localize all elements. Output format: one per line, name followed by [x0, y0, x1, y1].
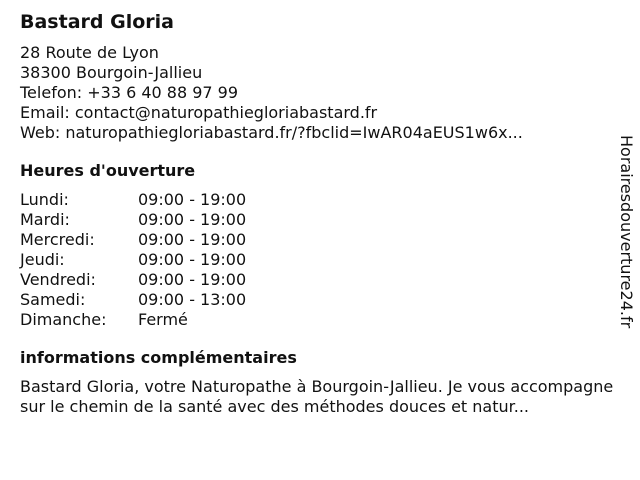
hours-row-thursday — [20, 250, 610, 270]
hours-day-label: Jeudi: — [20, 250, 65, 269]
watermark-text: Horairesdouverture24.fr — [617, 135, 636, 329]
additional-info-title: informations complémentaires — [20, 348, 297, 367]
contact-block — [20, 43, 610, 143]
hours-day-label: Mardi: — [20, 210, 70, 229]
hours-day-label: Lundi: — [20, 190, 69, 209]
business-name: Bastard Gloria — [20, 11, 174, 33]
hours-row-saturday — [20, 290, 610, 310]
address-line-2: 38300 Bourgoin-Jallieu — [20, 63, 203, 82]
hours-row-monday — [20, 190, 610, 210]
hours-time-value: 09:00 - 13:00 — [138, 290, 247, 309]
hours-day-label: Samedi: — [20, 290, 86, 309]
hours-time-value: 09:00 - 19:00 — [138, 210, 247, 229]
hours-row-tuesday — [20, 210, 610, 230]
additional-info-text: Bastard Gloria, votre Naturopathe à Bourgoin-Jallieu. Je vous accompagne sur le chemin de la santé avec des méthodes douces et natur... — [20, 377, 614, 416]
address-line-1: 28 Route de Lyon — [20, 43, 159, 62]
site-watermark — [612, 135, 640, 345]
hours-time-value: Fermé — [138, 310, 188, 329]
hours-time-value: 09:00 - 19:00 — [138, 230, 247, 249]
hours-row-friday — [20, 270, 610, 290]
hours-day-label: Dimanche: — [20, 310, 107, 329]
business-card — [20, 10, 614, 417]
hours-row-sunday — [20, 310, 610, 330]
opening-hours-title: Heures d'ouverture — [20, 161, 196, 180]
opening-hours-table — [20, 190, 610, 330]
hours-day-label: Vendredi: — [20, 270, 96, 289]
phone-line[interactable]: Telefon: +33 6 40 88 97 99 — [20, 83, 239, 102]
website-line[interactable]: Web: naturopathiegloriabastard.fr/?fbclid=IwAR04aEUS1w6x... — [20, 123, 523, 142]
hours-day-label: Mercredi: — [20, 230, 95, 249]
hours-time-value: 09:00 - 19:00 — [138, 250, 247, 269]
hours-time-value: 09:00 - 19:00 — [138, 190, 247, 209]
hours-row-wednesday — [20, 230, 610, 250]
email-line[interactable]: Email: contact@naturopathiegloriabastard.fr — [20, 103, 378, 122]
hours-time-value: 09:00 - 19:00 — [138, 270, 247, 289]
